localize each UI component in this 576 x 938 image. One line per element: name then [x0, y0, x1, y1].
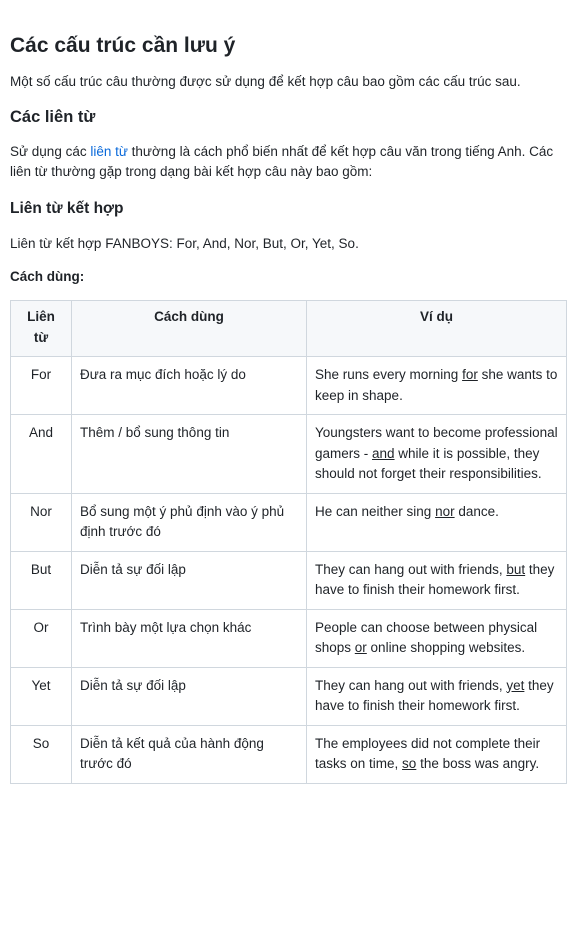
conjunctions-link[interactable]: liên từ [90, 144, 128, 159]
example-text: the boss was angry. [416, 756, 540, 771]
conjunction-cell: For [11, 357, 72, 415]
highlighted-conjunction: so [402, 756, 417, 771]
table-row [11, 493, 567, 551]
usage-cell: Bổ sung một ý phủ định vào ý phủ định trước đó [72, 493, 307, 551]
conjunction-cell: Nor [11, 493, 72, 551]
header-usage: Cách dùng [72, 301, 307, 357]
usage-cell: Diễn tả sự đối lập [72, 667, 307, 725]
example-text: They can hang out with friends, [315, 677, 507, 693]
conjunction-cell: Or [11, 609, 72, 667]
usage-cell: Diễn tả sự đối lập [72, 551, 307, 609]
table-row [11, 357, 567, 415]
table-header-row [11, 301, 567, 357]
table-row [11, 609, 567, 667]
section-heading-conjunctions: Các liên từ [10, 108, 96, 126]
highlighted-conjunction: but [506, 561, 526, 577]
usage-cell: Diễn tả kết quả của hành động trước đó [72, 725, 307, 783]
conjunction-cell: So [11, 725, 72, 783]
example-cell [307, 725, 567, 783]
intro-paragraph: Một số cấu trúc câu thường được sử dụng để kết hợp câu bao gồm các cấu trúc sau. [10, 74, 521, 89]
conjunction-cell: But [11, 551, 72, 609]
header-example: Ví dụ [307, 301, 567, 357]
paragraph-text: Sử dụng các [10, 144, 91, 159]
example-cell [307, 667, 567, 725]
section-heading-coordinating: Liên từ kết hợp [10, 200, 124, 217]
highlighted-conjunction: yet [506, 677, 525, 693]
example-text: dance. [454, 503, 499, 519]
conjunctions-paragraph [10, 142, 566, 182]
highlighted-conjunction: for [462, 367, 478, 382]
paragraph-text: thường là cách phổ biến nhất để kết hợp câu văn trong tiếng Anh. Các liên từ thường gặp trong dạng bài kết hợp câu này bao gồm: [10, 144, 554, 179]
highlighted-conjunction: and [372, 445, 395, 461]
example-text: Youngsters want to become professional gamers - [315, 425, 558, 461]
conjunctions-table [10, 300, 567, 784]
table-row [11, 415, 567, 494]
example-cell [307, 551, 567, 609]
table-row [11, 551, 567, 609]
highlighted-conjunction: nor [435, 503, 455, 519]
example-text: They can hang out with friends, [315, 561, 507, 577]
example-text: He can neither sing [315, 503, 436, 519]
conjunction-cell: And [11, 415, 72, 494]
conjunction-cell: Yet [11, 667, 72, 725]
fanboys-description: Liên từ kết hợp FANBOYS: For, And, Nor, But, Or, Yet, So. [10, 236, 359, 251]
header-conjunction: Liên từ [11, 301, 72, 357]
example-text: The employees did not complete their tasks on time, [315, 735, 541, 771]
example-text: online shopping websites. [366, 640, 526, 655]
usage-cell: Đưa ra mục đích hoặc lý do [72, 357, 307, 415]
usage-cell: Thêm / bổ sung thông tin [72, 415, 307, 494]
example-text: she wants to keep in shape. [315, 367, 558, 403]
highlighted-conjunction: or [354, 640, 367, 655]
table-row [11, 725, 567, 783]
example-cell [307, 415, 567, 494]
usage-label: Cách dùng: [10, 269, 85, 284]
example-cell [307, 609, 567, 667]
table-row [11, 667, 567, 725]
example-text: People can choose between physical shops [315, 619, 538, 655]
example-text: while it is possible, they should not forget their responsibilities. [315, 445, 542, 481]
usage-cell: Trình bày một lựa chọn khác [72, 609, 307, 667]
example-text: they have to finish their homework first. [315, 561, 555, 597]
example-cell [307, 357, 567, 415]
example-text: they have to finish their homework first. [315, 677, 554, 713]
example-cell [307, 493, 567, 551]
example-text: She runs every morning [315, 367, 463, 382]
page-title: Các cấu trúc cần lưu ý [10, 34, 236, 57]
